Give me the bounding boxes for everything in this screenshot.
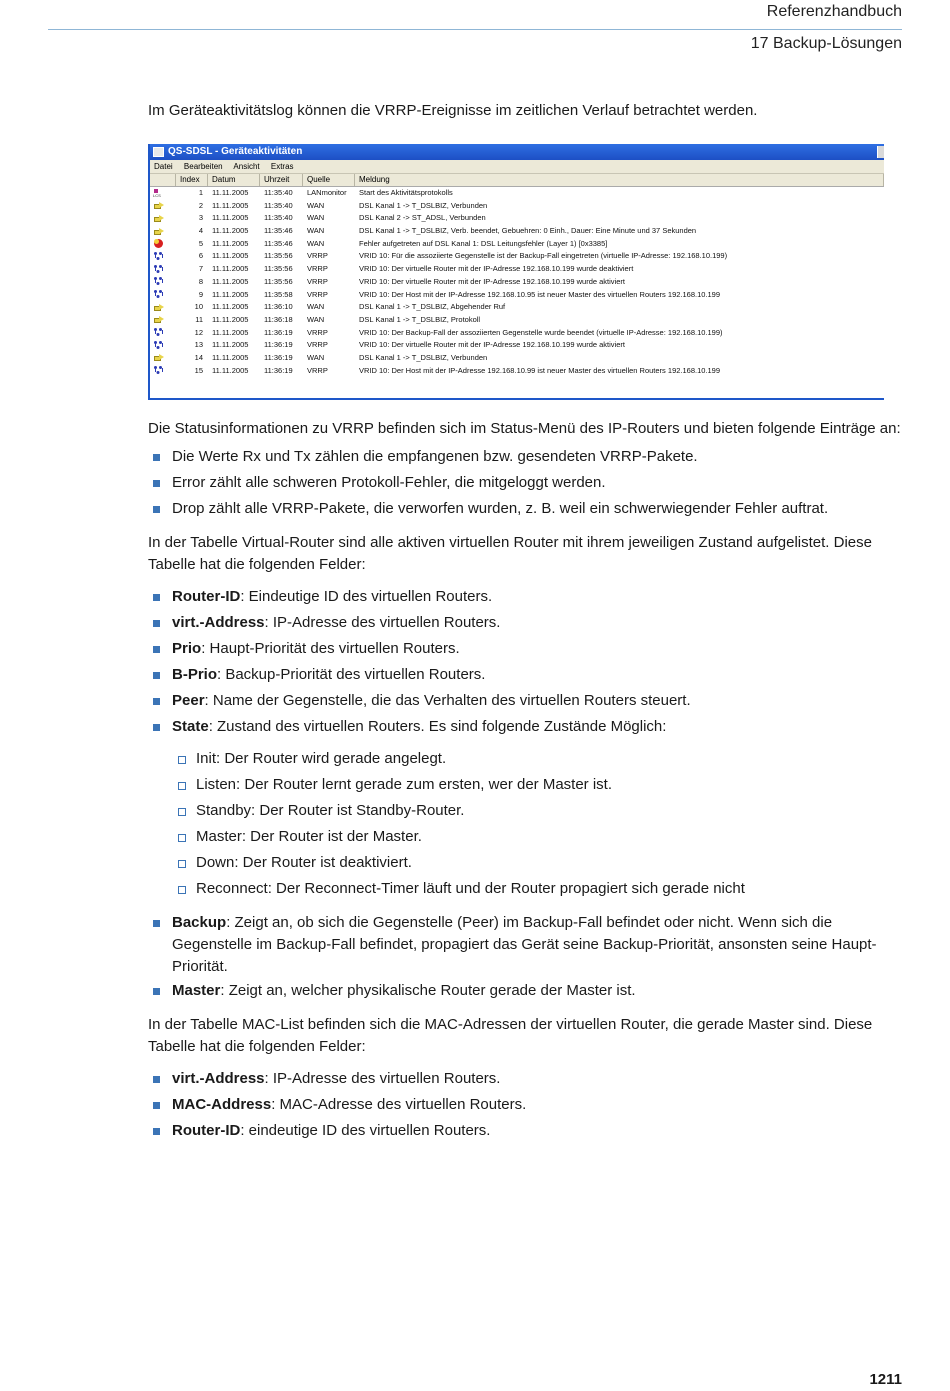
list-item: Drop zählt alle VRRP-Pakete, die verworfen wurden, z. B. weil ein schwerwiegender Fehler auftrat. (172, 498, 904, 522)
row-date: 11.11.2005 (212, 251, 249, 261)
intro-paragraph: Im Geräteaktivitätslog können die VRRP-Ereignisse im zeitlichen Verlauf betrachtet werden. (148, 102, 758, 119)
row-date: 11.11.2005 (212, 340, 249, 350)
row-index: 15 (194, 365, 203, 375)
field-desc: : Eindeutige ID des virtuellen Routers. (240, 588, 493, 605)
row-icon-cell (150, 327, 176, 340)
row-time: 11:35:40 (264, 213, 293, 223)
row-time: 11:36:18 (264, 314, 293, 324)
list-item (172, 912, 904, 978)
row-date: 11.11.2005 (212, 327, 249, 337)
row-source: LANmonitor (307, 188, 347, 197)
row-date: 11.11.2005 (212, 365, 249, 375)
row-index: 7 (198, 264, 203, 274)
arrow-icon (154, 202, 164, 209)
vrrp-icon (154, 366, 163, 375)
row-message: VRID 10: Der Host mit der IP-Adresse 192.168.10.99 ist neuer Master des virtuellen Routers 192.168.10.199 (359, 365, 721, 375)
virtual-router-intro: In der Tabelle Virtual-Router sind alle aktiven virtuellen Router mit ihrem jeweiligen Zustand aufgelistet. Diese Tabelle hat die folgenden Felder: (148, 534, 872, 573)
field-term: B-Prio (172, 666, 217, 683)
row-source: WAN (307, 226, 325, 236)
field-term: MAC-Address (172, 1096, 272, 1113)
row-message: DSL Kanal 2 -> ST_ADSL, Verbunden (359, 213, 486, 223)
app-icon (153, 147, 164, 157)
row-time: 11:35:46 (264, 226, 293, 236)
status-intro: Die Statusinformationen zu VRRP befinden sich im Status-Menü des IP-Routers und bieten folgende Einträge an: (148, 420, 901, 437)
row-icon-cell (150, 200, 176, 213)
menu-bearbeiten: Bearbeiten (183, 162, 223, 171)
vrrp-icon (154, 252, 163, 261)
row-source: VRRP (307, 365, 328, 375)
row-message: Fehler aufgetreten auf DSL Kanal 1: DSL Leitungsfehler (Layer 1) [0x3385] (359, 238, 608, 248)
log-header (150, 174, 884, 187)
row-source: WAN (307, 200, 325, 210)
row-icon-cell (150, 238, 176, 251)
list-item (172, 664, 904, 688)
field-desc: : Zeigt an, ob sich die Gegenstelle (Peer) im Backup-Fall befindet oder nicht. Wenn sich die Gegenstelle im Backup-Fall befindet, propagiert das Gerät seine Backup-Priorität, ansonsten seine Haupt-Priorität. (172, 914, 877, 975)
list-item (172, 586, 904, 610)
log-row (150, 327, 884, 340)
row-icon-cell (150, 263, 176, 276)
row-time: 11:35:40 (264, 188, 293, 197)
row-icon-cell (150, 250, 176, 263)
col-icon (150, 174, 176, 186)
arrow-icon (154, 316, 164, 323)
window-menubar (150, 160, 884, 174)
row-date: 11.11.2005 (212, 226, 249, 236)
log-row (150, 212, 884, 225)
sub-list-item: Reconnect: Der Reconnect-Timer läuft und der Router propagiert sich gerade nicht (196, 878, 904, 902)
row-index: 10 (194, 302, 203, 312)
lan-icon (154, 189, 162, 198)
field-desc: : Backup-Priorität des virtuellen Routers. (217, 666, 486, 683)
log-row (150, 200, 884, 213)
field-desc: : Name der Gegenstelle, die das Verhalten des virtuellen Routers steuert. (204, 692, 691, 709)
col-source: Quelle (303, 174, 355, 186)
row-index: 3 (198, 213, 203, 223)
row-date: 11.11.2005 (212, 200, 249, 210)
row-source: WAN (307, 314, 325, 324)
row-index: 14 (194, 352, 203, 362)
field-term: Router-ID (172, 588, 241, 605)
vrrp-icon (154, 277, 163, 286)
log-row (150, 276, 884, 289)
menu-datei: Datei (154, 162, 173, 171)
row-message: VRID 10: Der virtuelle Router mit der IP-Adresse 192.168.10.199 wurde aktiviert (359, 276, 625, 286)
row-message: DSL Kanal 1 -> T_DSLBIZ, Protokoll (359, 314, 481, 324)
window-title: QS-SDSL - Geräteaktivitäten (168, 146, 303, 157)
row-date: 11.11.2005 (212, 276, 249, 286)
row-index: 9 (198, 289, 203, 299)
log-row (150, 289, 884, 302)
row-icon-cell (150, 289, 176, 302)
col-index: Index (176, 174, 208, 186)
row-date: 11.11.2005 (212, 302, 249, 312)
header-rule (48, 29, 902, 30)
field-term: State (172, 718, 209, 735)
row-icon-cell (150, 314, 176, 327)
field-desc: : IP-Adresse des virtuellen Routers. (264, 1070, 501, 1087)
row-icon-cell (150, 212, 176, 225)
list-item (172, 690, 904, 714)
row-source: VRRP (307, 327, 328, 337)
log-row (150, 263, 884, 276)
field-term: virt.-Address (172, 1070, 265, 1087)
list-item: Die Werte Rx und Tx zählen die empfangenen bzw. gesendeten VRRP-Pakete. (172, 446, 904, 470)
row-index: 13 (194, 340, 203, 350)
row-source: VRRP (307, 340, 328, 350)
field-desc: : Zustand des virtuellen Routers. Es sind folgende Zustände Möglich: (208, 718, 667, 735)
row-time: 11:35:56 (264, 264, 293, 274)
row-message: VRID 10: Der virtuelle Router mit der IP-Adresse 192.168.10.199 wurde aktiviert (359, 340, 625, 350)
arrow-icon (154, 228, 164, 235)
row-time: 11:36:19 (264, 365, 293, 375)
row-icon-cell (150, 225, 176, 238)
field-term: Backup (172, 914, 227, 931)
arrow-icon (154, 215, 164, 222)
row-date: 11.11.2005 (212, 314, 249, 324)
row-message: VRID 10: Der virtuelle Router mit der IP-Adresse 192.168.10.199 wurde deaktiviert (359, 264, 634, 274)
row-time: 11:36:19 (264, 340, 293, 350)
row-message: VRID 10: Für die assoziierte Gegenstelle ist der Backup-Fall eingetreten (virtuelle IP-Adresse: 192.168.10.199) (359, 251, 728, 261)
row-source: WAN (307, 213, 325, 223)
vrrp-icon (154, 341, 163, 350)
list-item: Error zählt alle schweren Protokoll-Fehler, die mitgeloggt werden. (172, 472, 904, 496)
list-item (172, 612, 904, 636)
row-source: VRRP (307, 264, 328, 274)
row-time: 11:36:19 (264, 327, 293, 337)
log-row (150, 250, 884, 263)
log-row (150, 352, 884, 365)
row-icon-cell (150, 339, 176, 352)
row-source: WAN (307, 352, 325, 362)
row-source: WAN (307, 302, 325, 312)
sub-list-item: Master: Der Router ist der Master. (196, 826, 904, 850)
row-index: 12 (194, 327, 203, 337)
log-row (150, 314, 884, 327)
field-desc: : MAC-Adresse des virtuellen Routers. (271, 1096, 527, 1113)
log-row (150, 238, 884, 251)
log-row (150, 225, 884, 238)
row-index: 1 (198, 188, 203, 197)
row-source: VRRP (307, 276, 328, 286)
window-button-icon (877, 146, 884, 158)
log-rows (150, 187, 884, 377)
row-icon-cell (150, 352, 176, 365)
vrrp-icon (154, 290, 163, 299)
arrow-icon (154, 354, 164, 361)
mac-list-intro: In der Tabelle MAC-List befinden sich die MAC-Adressen der virtuellen Router, die gerade Master sind. Diese Tabelle hat die folgenden Felder: (148, 1016, 873, 1055)
menu-ansicht: Ansicht (233, 162, 260, 171)
row-index: 6 (198, 251, 203, 261)
row-message: VRID 10: Der Host mit der IP-Adresse 192.168.10.95 ist neuer Master des virtuellen Routers 192.168.10.199 (359, 289, 721, 299)
sub-list-item: Listen: Der Router lernt gerade zum ersten, wer der Master ist. (196, 774, 904, 798)
page-header (751, 0, 902, 55)
row-time: 11:36:19 (264, 352, 293, 362)
row-time: 11:36:10 (264, 302, 293, 312)
list-item (172, 980, 904, 1004)
row-message: DSL Kanal 1 -> T_DSLBIZ, Verbunden (359, 200, 488, 210)
row-message: DSL Kanal 1 -> T_DSLBIZ, Abgehender Ruf (359, 302, 506, 312)
list-item (172, 1068, 904, 1092)
list-item (172, 716, 904, 902)
error-icon (154, 239, 163, 248)
row-time: 11:35:46 (264, 238, 293, 248)
row-icon-cell (150, 365, 176, 378)
status-list (148, 446, 904, 522)
book-title: Referenzhandbuch (766, 3, 902, 20)
sub-list-item: Init: Der Router wird gerade angelegt. (196, 748, 904, 772)
row-time: 11:35:56 (264, 251, 293, 261)
log-row (150, 187, 884, 200)
menu-extras: Extras (270, 162, 294, 171)
row-index: 4 (198, 226, 203, 236)
field-desc: : Zeigt an, welcher physikalische Router gerade der Master ist. (220, 982, 636, 999)
row-index: 11 (195, 314, 203, 324)
col-time: Uhrzeit (260, 174, 303, 186)
field-desc: : IP-Adresse des virtuellen Routers. (264, 614, 501, 631)
row-date: 11.11.2005 (212, 238, 249, 248)
field-term: Master (172, 982, 221, 999)
row-message: VRID 10: Der Backup-Fall der assoziierten Gegenstelle wurde beendet (virtuelle IP-Adresse: 192.168.10.199) (359, 327, 723, 337)
row-message: Start des Aktivitätsprotokolls (359, 188, 453, 197)
main-content (148, 100, 904, 1154)
col-message: Meldung (355, 174, 884, 186)
virtual-router-fields (148, 586, 904, 1004)
row-message: DSL Kanal 1 -> T_DSLBIZ, Verb. beendet, Gebuehren: 0 Einh., Dauer: Eine Minute und 37 Sekunden (359, 226, 697, 236)
row-source: WAN (307, 238, 325, 248)
row-icon-cell (150, 301, 176, 314)
row-message: DSL Kanal 1 -> T_DSLBIZ, Verbunden (359, 352, 488, 362)
arrow-icon (154, 304, 164, 311)
field-desc: : eindeutige ID des virtuellen Routers. (240, 1122, 491, 1139)
field-term: Peer (172, 692, 205, 709)
field-term: Router-ID (172, 1122, 241, 1139)
row-time: 11:35:56 (264, 276, 293, 286)
row-source: VRRP (307, 251, 328, 261)
sub-list-item: Down: Der Router ist deaktiviert. (196, 852, 904, 876)
state-list (172, 748, 904, 902)
row-date: 11.11.2005 (212, 264, 249, 274)
field-desc: : Haupt-Priorität des virtuellen Routers. (201, 640, 460, 657)
row-icon-cell (150, 276, 176, 289)
sub-list-item: Standby: Der Router ist Standby-Router. (196, 800, 904, 824)
window-titlebar (150, 144, 884, 160)
row-date: 11.11.2005 (212, 213, 249, 223)
row-time: 11:35:40 (264, 200, 293, 210)
activity-log-screenshot (148, 144, 884, 400)
log-row (150, 339, 884, 352)
row-time: 11:35:58 (264, 289, 293, 299)
row-date: 11.11.2005 (212, 188, 249, 197)
field-term: Prio (172, 640, 202, 657)
row-index: 8 (198, 276, 203, 286)
chapter-title: 17 Backup-Lösungen (750, 35, 902, 52)
mac-list-fields (148, 1068, 904, 1144)
col-date: Datum (208, 174, 260, 186)
row-date: 11.11.2005 (212, 352, 249, 362)
vrrp-icon (154, 328, 163, 337)
row-icon-cell (150, 187, 176, 200)
list-item (172, 638, 904, 662)
page-number: 1211 (869, 1371, 902, 1388)
vrrp-icon (154, 265, 163, 274)
row-index: 5 (198, 238, 203, 248)
log-row (150, 365, 884, 378)
row-source: VRRP (307, 289, 328, 299)
row-date: 11.11.2005 (212, 289, 249, 299)
row-index: 2 (198, 200, 203, 210)
list-item (172, 1120, 904, 1144)
list-item (172, 1094, 904, 1118)
log-row (150, 301, 884, 314)
field-term: virt.-Address (172, 614, 265, 631)
